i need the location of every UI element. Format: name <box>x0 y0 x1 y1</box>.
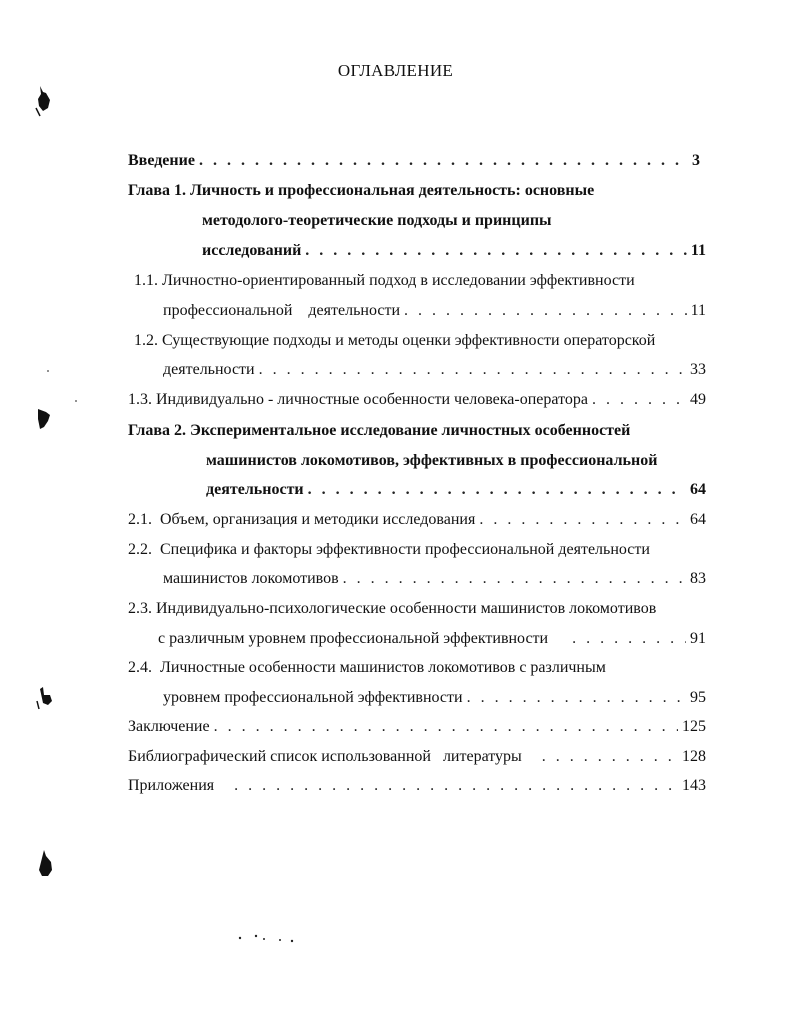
toc-entry-label: уровнем профессиональной эффективности <box>163 689 463 706</box>
toc-page-number: 3 <box>692 152 700 169</box>
toc-page-number: 83 <box>690 570 706 587</box>
toc-entry-bibliography <box>128 746 706 768</box>
dot-leader <box>542 746 678 768</box>
toc-entry-label: Введение <box>128 152 195 169</box>
toc-entry-conclusion <box>128 716 706 738</box>
dot-leader <box>467 687 686 709</box>
toc-entry-intro <box>128 150 700 172</box>
toc-chapter-1-line-1: Глава 1. Личность и профессиональная деятельность: основные <box>128 182 595 199</box>
toc-entry-label: машинистов локомотивов <box>163 570 339 587</box>
dot-leader <box>572 628 686 650</box>
toc-section-2-1 <box>128 509 706 531</box>
toc-section-2-2-line-1: 2.2. Специфика и факторы эффективности профессиональной деятельности <box>128 541 650 558</box>
ink-blot-mark <box>34 683 58 713</box>
scan-speck-marks <box>234 930 298 946</box>
toc-entry-label: 2.1. Объем, организация и методики исследования <box>128 511 476 528</box>
toc-section-2-3-line-2 <box>158 628 706 650</box>
toc-entry-label: Библиографический список использованной литературы <box>128 748 522 765</box>
toc-entry-label: с различным уровнем профессиональной эффективности <box>158 630 549 647</box>
toc-entry-appendix <box>128 775 706 797</box>
dot-leader <box>308 479 686 501</box>
toc-section-2-4-line-2 <box>163 687 706 709</box>
dot-leader <box>305 240 687 262</box>
toc-chapter-2-line-2: машинистов локомотивов, эффективных в профессиональной <box>206 452 658 469</box>
scan-speck-mark <box>44 366 52 376</box>
toc-page-number: 11 <box>690 242 706 259</box>
toc-section-1-2-line-1: 1.2. Существующие подходы и методы оценки эффективности операторской <box>134 332 656 349</box>
toc-entry-label: 1.3. Индивидуально - личностные особенности человека-оператора <box>128 391 588 408</box>
toc-section-1-1-line-1: 1.1. Личностно-ориентированный подход в исследовании эффективности <box>134 272 635 289</box>
dot-leader <box>592 389 686 411</box>
dot-leader <box>199 150 682 172</box>
dot-leader <box>214 716 678 738</box>
toc-page-number: 95 <box>690 689 706 706</box>
dot-leader <box>234 775 678 797</box>
toc-entry-label: Приложения <box>128 777 215 794</box>
dot-leader <box>479 509 686 531</box>
toc-section-1-3 <box>128 389 706 411</box>
toc-section-1-1-line-2 <box>163 300 706 322</box>
toc-page-number: 11 <box>690 302 706 319</box>
toc-section-1-2-line-2 <box>163 359 706 381</box>
scan-speck-mark <box>72 396 80 406</box>
toc-page-number: 143 <box>682 777 706 794</box>
toc-entry-label: деятельности <box>163 361 255 378</box>
toc-entry-label: исследований <box>202 242 302 259</box>
toc-entry-label: профессиональной деятельности <box>163 302 400 319</box>
toc-page-number: 64 <box>690 481 706 498</box>
toc-chapter-2-line-3 <box>206 479 706 501</box>
toc-page-number: 64 <box>690 511 706 528</box>
toc-page-number: 49 <box>690 391 706 408</box>
toc-chapter-1-line-2: методолого-теоретические подходы и принципы <box>202 212 552 229</box>
toc-entry-label: Заключение <box>128 718 210 735</box>
toc-section-2-2-line-2 <box>163 568 706 590</box>
dot-leader <box>343 568 686 590</box>
dot-leader <box>404 300 687 322</box>
toc-entry-label: деятельности <box>206 481 304 498</box>
ink-blot-mark <box>34 846 58 882</box>
toc-chapter-1-line-3 <box>202 240 706 262</box>
toc-page-number: 128 <box>682 748 706 765</box>
toc-page-number: 125 <box>682 718 706 735</box>
dot-leader <box>259 359 686 381</box>
toc-page-number: 33 <box>690 361 706 378</box>
ink-blot-mark <box>30 84 60 120</box>
toc-chapter-2-line-1: Глава 2. Экспериментальное исследование личностных особенностей <box>128 422 631 439</box>
toc-page-number: 91 <box>690 630 706 647</box>
toc-section-2-3-line-1: 2.3. Индивидуально-психологические особенности машинистов локомотивов <box>128 600 657 617</box>
page-title: ОГЛАВЛЕНИЕ <box>337 61 454 80</box>
toc-section-2-4-line-1: 2.4. Личностные особенности машинистов локомотивов с различным <box>128 659 606 676</box>
ink-blot-mark <box>32 405 56 435</box>
